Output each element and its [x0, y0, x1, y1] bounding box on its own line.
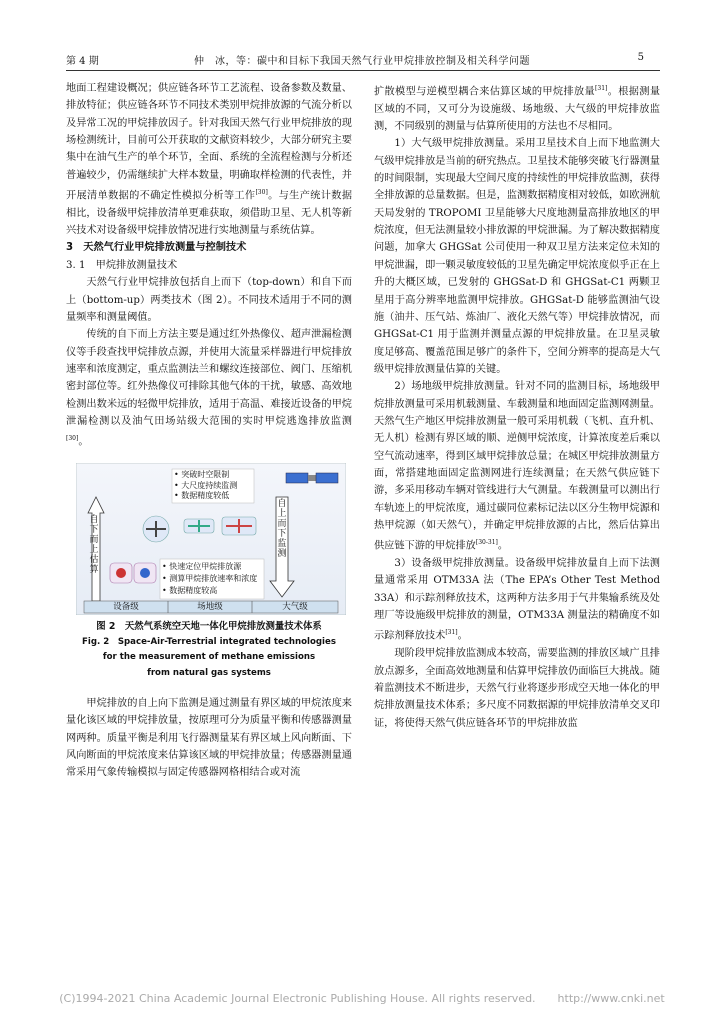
right-column	[374, 80, 660, 732]
paragraph: 传统的自下而上方法主要是通过红外热像仪、超声泄漏检测仪等手段查找甲烷排放点源，并使用大流量采样器进行甲烷排放速率和浓度测定，重点监测法兰和螺纹连接部位、阀门、压缩机密封部位等。红外热像仪可排除其他气体的干扰，敏感、高效地检测出数米远的轻微甲烷排放，适用于高温、难接近设备的甲烷泄漏检测以及油气田场站级大范围的实时甲烷逃逸排放监测[30]。	[66, 329, 352, 448]
paragraph: 现阶段甲烷排放监测成本较高，需要监测的排放区域广且排放点源多，全面高效地测量和估算甲烷排放仍面临巨大挑战。随着监测技术不断进步，天然气行业将逐步形成空天地一体化的甲烷排放测量技术体系；多尺度不同数据源的甲烷排放清单交叉印证，将使得天然气供应链各环节的甲烷排放监	[374, 648, 660, 729]
paragraph: 2）场地级甲烷排放测量。针对不同的监测目标，场地级甲烷排放测量可采用机载测量、车载测量和地面固定监测网测量。天然气生产地区甲烷排放测量一般可采用机载（飞机、直升机、无人机）检测有界区域的顺、逆侧甲烷浓度，计算浓度差后乘以空气流动速率，得到区域甲烷排放总量；在城区甲烷排放测量方面，常搭建地面固定监测网进行连续测量；在天然气供应链下游，多采用移动车辆对管线进行大气测量。车载测量可以测出行车轨迹上的甲烷浓度，通过碳同位素标记法以区分生物甲烷源和热甲烷源（如天然气），并确定甲烷排放源的占比，然后估算出供应链下游的甲烷排放[30-31]。	[374, 381, 660, 552]
paragraph: 扩散模型与逆模型耦合来估算区域的甲烷排放量[31]。根据测量区域的不同，又可分为设施级、场地级、大气级的甲烷排放监测，不同级别的测量与估算所使用的方法也不尽相同。	[374, 85, 661, 133]
figure-caption-en-3: from natural gas systems	[147, 667, 271, 678]
figure-caption-en-2: for the measurement of methane emissions	[102, 652, 316, 662]
paragraph: 地面工程建设概况；供应链各环节工艺流程、设备参数及数量、排放特征；供应链各环节不同技术类别甲烷排放源的气流分析以及异常工况的甲烷排放因子。针对我国天然气行业甲烷排放的现场检测统计，目前可公开获取的文献资料较少，大部分研究主要集中在油气生产的单个环节，全面、系统的全流程检测与分析还普遍较少，仍需继续扩大样本数量，明确取样检测的代表性，并开展清单数据的不确定性模拟分析等工作[30]。与生产统计数据相比，设备级甲烷排放清单更难获取，须借助卫星、无人机等新兴技术对设备级甲烷排放情况进行实地测量与系统估算。	[66, 83, 353, 237]
page-number: 5	[637, 52, 644, 63]
figure-2	[76, 463, 346, 615]
header-rule	[66, 70, 660, 71]
citation[interactable]: [30]	[66, 435, 79, 443]
level-site: 场地级	[197, 602, 223, 612]
paragraph: 甲烷排放的自上向下监测是通过测量有界区域的甲烷浓度来量化该区域的甲烷排放量，按原理可分为质量平衡和传感器测量网两种。质量平衡是利用飞行器测量某有界区域上风向断面、下风向断面的甲烷浓度来估算该区域的甲烷排放量；传感器测量通常采用气象传输模拟与固定传感器网格相结合或对流	[66, 698, 352, 779]
citation[interactable]: [31]	[595, 85, 608, 92]
figure-caption-cn: 图 2 天然气系统空天地一体化甲烷排放测量技术体系	[96, 621, 322, 632]
bottom-bullet-3: • 数据精度较高	[162, 586, 218, 595]
journal-issue: 第 4 期	[66, 56, 99, 67]
top-bullet-list	[174, 470, 254, 502]
citation[interactable]: [30]	[255, 189, 268, 197]
citation[interactable]: [30-31]	[475, 539, 498, 547]
running-title: 仲 冰，等：碳中和目标下我国天然气行业甲烷排放控制及相关科学问题	[194, 56, 530, 67]
paragraph: 天然气行业甲烷排放包括自上而下（top-down）和自下而上（bottom-up）两类技术（图 2）。不同技术适用于不同的测量频率和测量阈值。	[66, 277, 352, 323]
right-arrow-label: 自上而下监测	[277, 499, 287, 559]
top-bullet-1: • 突破时空限制	[174, 470, 230, 479]
subsection-heading: 3. 1 甲烷排放测量技术	[66, 259, 178, 271]
citation[interactable]: [31]	[445, 629, 458, 637]
figure-caption-en-1: Fig. 2 Space-Air-Terrestrial integrated technologies	[82, 636, 336, 647]
copyright-footer: (C)1994-2021 China Academic Journal Electronic Publishing House. All rights reserved. http://www.cnki.net	[59, 992, 665, 1005]
bottom-bullet-list	[162, 561, 264, 597]
top-bullet-2: • 大尺度持续监测	[174, 480, 238, 490]
level-equipment: 设备级	[113, 602, 139, 612]
bottom-bullet-2: • 测算甲烷排放速率和浓度	[162, 574, 258, 583]
left-arrow-label: 自下而上估算	[89, 515, 99, 575]
paragraph: 1）大气级甲烷排放测量。采用卫星技术自上而下地监测大气级甲烷排放是当前的研究热点。卫星技术能够突破飞行器测量的时间限制，实现最大空间尺度的持续性的甲烷排放监测，获得全排放源的总量数据。但是，监测数据精度相对较低，如欧洲航天局发射的 TROPOMI 卫星能够大尺度地测量高排放地区的甲烷浓度，但无法测量较小排放源的甲烷泄漏。为了解决数据精度问题，加拿大 GHGSat 公司使用一种双卫星方法来定位未知的甲烷泄漏，即一颗灵敏度较低的卫星先确定甲烷浓度似乎正在上升的大概区域，已发射的 GHGSat-D 和 GHGSat-C1 两颗卫星用于高分辨率地监测甲烷排放。GHGSat-D 能够监测油气设施（油井、压气站、炼油厂、液化天然气等）甲烷排放情况，而 GHGSat-C1 用于监测并测量点源的甲烷排放量。在卫星灵敏度足够高、覆盖范围足够广的条件下，空间分辨率的提高是大气级甲烷排放测量估算的关键。	[374, 138, 660, 375]
bottom-bullet-1: • 快速定位甲烷排放源	[162, 562, 242, 571]
paragraph: 3）设备级甲烷排放测量。设备级甲烷排放量自上而下法测量通常采用 OTM33A 法（The EPA’s Other Test Method 33A）和示踪剂释放技术，这两种方法多用于气井集输系统及处理厂等设施级甲烷排放的测量，OTM33A 测量法的精确度不如示踪剂释放技术[31]。	[374, 558, 660, 642]
level-atmosphere: 大气级	[282, 602, 308, 612]
left-column	[66, 80, 352, 782]
top-bullet-3: • 数据精度较低	[174, 491, 230, 500]
section-heading: 3 天然气行业甲烷排放测量与控制技术	[66, 242, 247, 254]
